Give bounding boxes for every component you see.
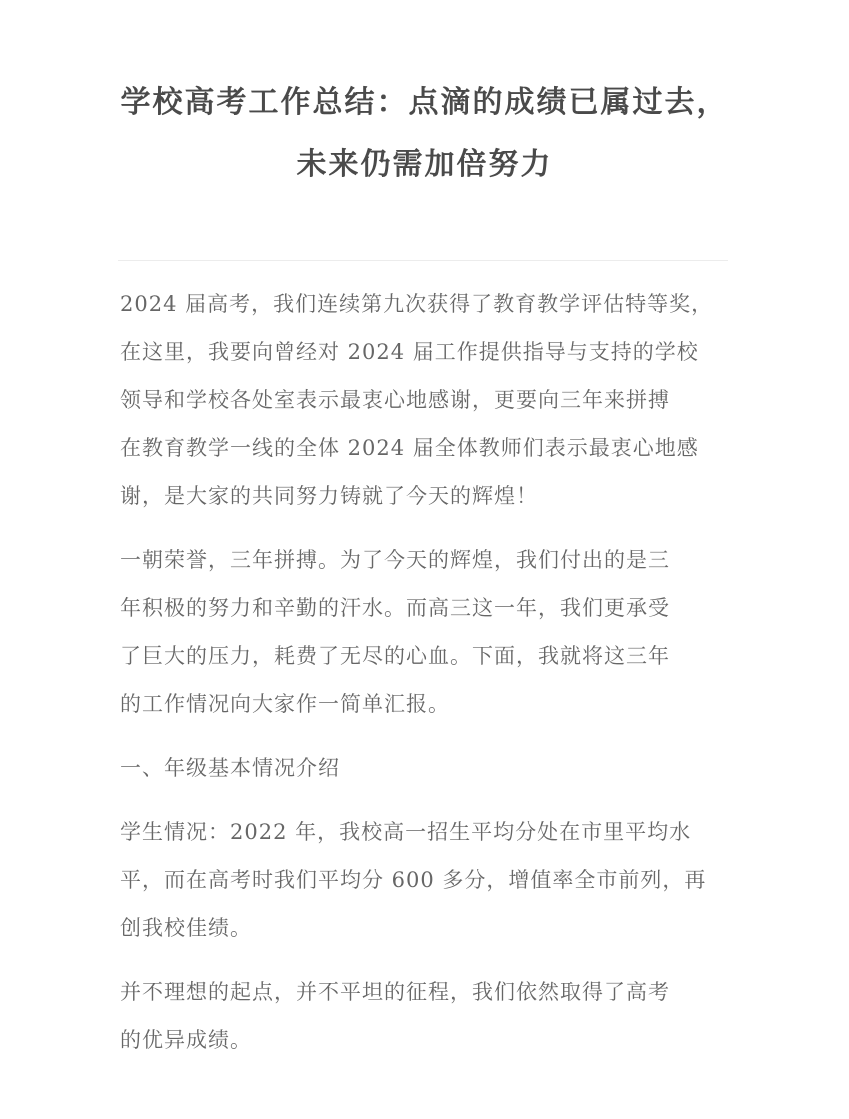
section-heading (120, 744, 750, 792)
paragraph-conclusion (120, 968, 750, 1064)
text-line: 创我校佳绩。 (120, 916, 252, 940)
title-line: 未来仍需加倍努力 (296, 147, 553, 182)
document-title (60, 72, 789, 196)
text-line: 一、年级基本情况介绍 (120, 756, 340, 780)
document-body (120, 280, 750, 1080)
text-line: 谢，是大家的共同努力铸就了今天的辉煌！ (120, 484, 538, 508)
title-divider (118, 260, 728, 261)
text-line: 的工作情况向大家作一简单汇报。 (120, 692, 450, 716)
text-line: 平，而在高考时我们平均分 600 多分，增值率全市前列，再 (120, 868, 707, 892)
text-line: 并不理想的起点，并不平坦的征程，我们依然取得了高考 (120, 980, 670, 1004)
text-line: 在教育教学一线的全体 2024 届全体教师们表示最衷心地感 (120, 436, 699, 460)
text-line: 了巨大的压力，耗费了无尽的心血。下面，我就将这三年 (120, 644, 670, 668)
text-line: 学生情况：2022 年，我校高一招生平均分处在市里平均水 (120, 820, 692, 844)
text-line: 在这里，我要向曾经对 2024 届工作提供指导与支持的学校 (120, 340, 699, 364)
text-line: 年积极的努力和辛勤的汗水。而高三这一年，我们更承受 (120, 596, 670, 620)
paragraph-honor (120, 536, 750, 728)
paragraph-students (120, 808, 750, 952)
title-line: 学校高考工作总结：点滴的成绩已属过去， (120, 85, 729, 120)
text-line: 一朝荣誉，三年拼搏。为了今天的辉煌，我们付出的是三 (120, 548, 670, 572)
text-line: 2024 届高考，我们连续第九次获得了教育教学评估特等奖， (120, 292, 714, 316)
text-line: 领导和学校各处室表示最衷心地感谢，更要向三年来拼搏 (120, 388, 670, 412)
text-line: 的优异成绩。 (120, 1028, 252, 1052)
paragraph-intro (120, 280, 750, 520)
